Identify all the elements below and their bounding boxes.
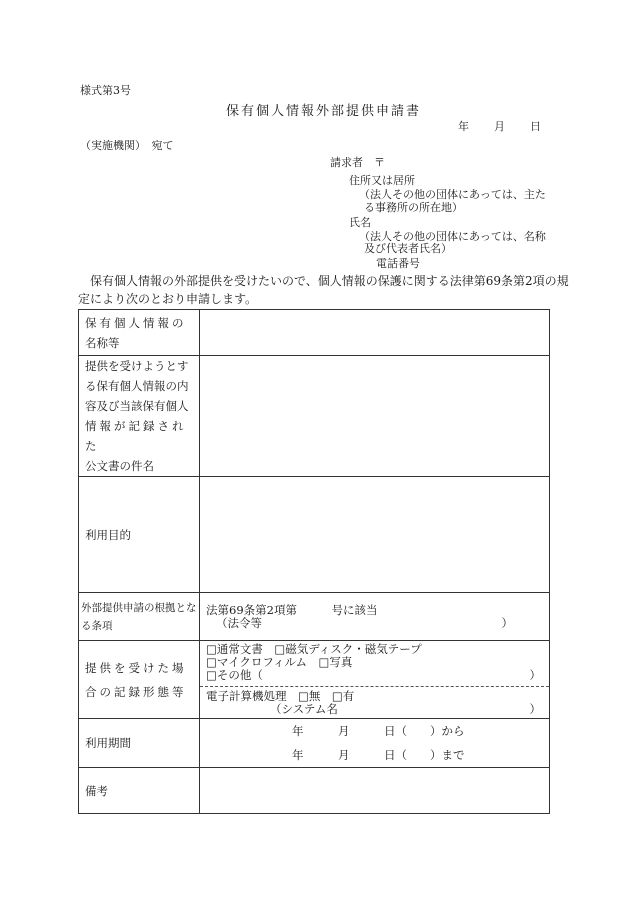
format-option-2[interactable]: □マイクロフィルム □写真 [206,655,353,669]
basis-value-1: 法第69条第2項第 号に該当 [206,602,378,617]
form-number: 様式第3号 [80,84,131,97]
row-remarks [79,768,550,814]
phone-label: 電話番号 [376,257,420,270]
format-line-4 [206,690,543,703]
format-system: （システム名 [270,702,338,716]
label-format-1: 提供を受けた場 [85,660,187,675]
page-title: 保有個人情報外部提供申請書 [226,104,422,119]
label-contents-4: 情報が記録された [85,419,187,453]
basis-line-1 [206,604,543,617]
basis-line-2 [206,617,543,630]
row-format [79,641,550,719]
intro-text-1: 保有個人情報の外部提供を受けたいので、個人情報の保護に関する法律第69条第2項の規 [78,274,569,288]
address-label: 住所又は居所 [349,174,415,187]
period-to: 年 月 日（ ）まで [292,748,465,762]
name-label: 氏名 [349,216,371,229]
date-month: 月 [494,120,505,133]
label-info-name-2: 名称等 [85,335,120,350]
date-day: 日 [530,120,541,133]
period-cell[interactable] [200,719,550,768]
input-remarks[interactable] [200,768,550,814]
addressee: （実施機関） 宛て [80,139,174,152]
format-option-1[interactable]: □通常文書 □磁気ディスク・磁気テープ [206,642,422,656]
format-option-3-close: ） [529,668,541,682]
row-contents [79,356,550,477]
input-purpose[interactable] [200,477,550,593]
label-purpose: 利用目的 [79,477,200,593]
label-contents [79,356,200,477]
label-contents-2: る保有個人情報の内 [85,379,189,393]
row-purpose [79,477,550,593]
format-computer-section [200,686,549,716]
basis-value-cell[interactable] [200,593,550,641]
label-contents-1: 提供を受けようとす [85,359,189,373]
input-contents[interactable] [200,356,550,477]
input-info-name[interactable] [200,310,550,356]
label-period: 利用期間 [79,719,200,768]
name-note-2: 及び代表者氏名） [364,242,452,255]
label-info-name [79,310,200,356]
application-table [78,309,550,814]
label-format [79,641,200,719]
basis-value-2-close: ） [501,615,513,630]
period-from: 年 月 日（ ）から [292,724,465,738]
label-basis-2: る条項 [81,619,113,632]
row-period [79,719,550,768]
basis-value-2: （法令等 [216,615,262,630]
intro-text-2: 定により次のとおり申請します。 [78,292,258,306]
format-line-5 [206,703,543,716]
address-note-2: る事務所の所在地） [364,201,463,214]
format-cell[interactable] [200,641,550,719]
date-year: 年 [458,120,469,133]
label-info-name-1: 保有個人情報の [85,315,187,330]
address-note-1: （法人その他の団体にあっては、主た [359,188,546,201]
label-remarks: 備考 [79,768,200,814]
format-option-3[interactable]: □その他（ [206,668,263,682]
name-note-1: （法人その他の団体にあっては、名称 [359,230,546,243]
requester-label: 請求者 〒 [330,156,385,169]
label-format-2: 合の記録形態等 [85,684,187,699]
row-basis [79,593,550,641]
label-basis [79,593,200,641]
format-computer[interactable]: 電子計算機処理 □無 □有 [206,689,355,703]
label-contents-3: 容及び当該保有個人 [85,399,189,413]
row-info-name [79,310,550,356]
label-basis-1: 外部提供申請の根拠とな [81,601,197,614]
format-line-3 [206,669,543,682]
label-contents-5: 公文書の件名 [85,459,154,473]
format-system-close: ） [529,702,541,716]
